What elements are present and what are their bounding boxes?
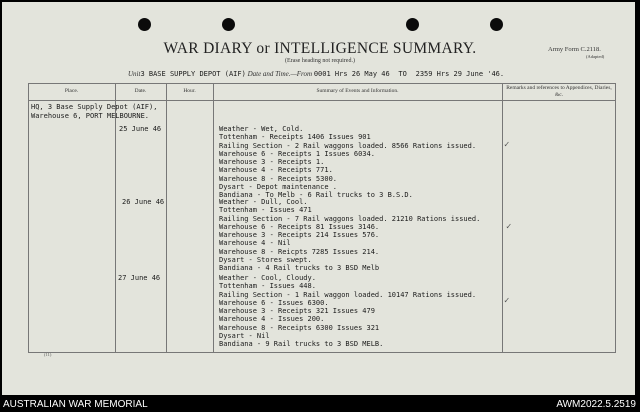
summary-line: Warehouse 4 - Nil bbox=[219, 239, 291, 248]
col-rule bbox=[166, 83, 167, 353]
summary-line: Warehouse 8 - Reicpts 7285 Issues 214. bbox=[219, 247, 380, 256]
punch-hole bbox=[138, 18, 151, 31]
col-header-date: Date. bbox=[134, 88, 147, 94]
entry-date: 25 June 46 bbox=[119, 125, 162, 133]
table-bottom-rule bbox=[28, 352, 616, 353]
to-value: 2359 Hrs 29 June '46. bbox=[415, 70, 505, 78]
summary-line: Dysart - Nil bbox=[219, 332, 270, 341]
army-form-label: Army Form C.2118. bbox=[548, 46, 601, 53]
entry-lines bbox=[219, 198, 480, 273]
summary-line: Warehouse 3 - Receipts 321 Issues 479 bbox=[219, 307, 375, 316]
summary-line: Tottenham - Receipts 1406 Issues 901 bbox=[219, 133, 371, 142]
army-form-number bbox=[548, 46, 604, 60]
summary-line: Dysart - Stores swept. bbox=[219, 256, 312, 265]
check-mark: ✓ bbox=[506, 222, 512, 232]
header-rule bbox=[28, 100, 616, 101]
summary-line: Warehouse 4 - Receipts 771. bbox=[219, 166, 333, 175]
punch-hole bbox=[406, 18, 419, 31]
unit-line bbox=[128, 70, 504, 78]
place-line-1: HQ, 3 Base Supply Depot (AIF), bbox=[31, 103, 158, 111]
summary-line: Warehouse 3 - Receipts 214 Issues 576. bbox=[219, 231, 380, 240]
col-header-summary: Summary of Events and Information. bbox=[316, 88, 399, 94]
summary-line: Railing Section - 7 Rail waggons loaded. 21210 Rations issued. bbox=[219, 214, 481, 223]
col-rule bbox=[615, 83, 616, 353]
summary-line: Tottenham - Issues 471 bbox=[219, 206, 312, 215]
summary-line: Tottenham - Issues 448. bbox=[219, 282, 316, 291]
summary-line: Warehouse 6 - Receipts 1 Issues 6034. bbox=[219, 149, 375, 158]
from-value: 0001 Hrs 26 May 46 bbox=[313, 70, 390, 78]
punch-hole bbox=[222, 18, 235, 31]
summary-line: Weather - Wet, Cold. bbox=[219, 125, 304, 133]
table-top-rule bbox=[28, 83, 616, 84]
col-header-remarks: Remarks and references to Appendices, Diaries, &c. bbox=[506, 85, 612, 98]
check-mark: ✓ bbox=[504, 140, 510, 150]
form-title: WAR DIARY or INTELLIGENCE SUMMARY. bbox=[163, 40, 477, 57]
unit-value: 3 BASE SUPPLY DEPOT (AIF) bbox=[140, 70, 246, 78]
summary-line: Bandiana - To Melb - 6 Rail trucks to 3 B.S.D. bbox=[219, 191, 413, 200]
summary-line: Railing Section - 2 Rail waggons loaded. 8566 Rations issued. bbox=[219, 141, 477, 150]
summary-line: Warehouse 8 - Receipts 5300. bbox=[219, 174, 338, 183]
col-rule bbox=[213, 83, 214, 353]
army-form-adapted: (Adapted) bbox=[586, 54, 605, 59]
place-line-2: Warehouse 6, PORT MELBOURNE. bbox=[31, 112, 150, 120]
col-header-place: Place. bbox=[64, 88, 79, 94]
datetime-label: Date and Time.—From bbox=[247, 70, 313, 78]
summary-line: Weather - Dull, Cool. bbox=[219, 198, 308, 206]
col-header-hour: Hour. bbox=[183, 88, 196, 94]
summary-line: Weather - Cool, Cloudy. bbox=[219, 274, 316, 282]
punch-hole bbox=[490, 18, 503, 31]
summary-line: Warehouse 6 - Issues 6300. bbox=[219, 298, 329, 307]
summary-line: Bandiana - 9 Rail trucks to 3 BSD MELB. bbox=[219, 340, 384, 349]
unit-label: Unit bbox=[128, 70, 141, 78]
form-subtitle: (Erase heading not required.) bbox=[285, 58, 355, 64]
entry-lines bbox=[219, 125, 476, 200]
page-footer-mark: (11) bbox=[44, 352, 52, 357]
summary-line: Dysart - Depot maintenance . bbox=[219, 183, 338, 192]
summary-line: Warehouse 4 - Issues 200. bbox=[219, 315, 325, 324]
credit-accession: AWM2022.5.2519 bbox=[556, 399, 636, 410]
entry-date: 27 June 46 bbox=[118, 274, 161, 282]
entry-date: 26 June 46 bbox=[122, 198, 165, 206]
col-rule bbox=[28, 83, 29, 353]
check-mark: ✓ bbox=[504, 296, 510, 306]
to-label: TO bbox=[398, 70, 407, 78]
summary-line: Warehouse 3 - Receipts 1. bbox=[219, 158, 325, 167]
col-rule bbox=[502, 83, 503, 353]
credit-institution: AUSTRALIAN WAR MEMORIAL bbox=[3, 399, 148, 410]
summary-line: Warehouse 6 - Receipts 81 Issues 3146. bbox=[219, 222, 380, 231]
summary-line: Railing Section - 1 Rail waggon loaded. 10147 Rations issued. bbox=[219, 290, 477, 299]
summary-line: Warehouse 8 - Receipts 6300 Issues 321 bbox=[219, 323, 380, 332]
summary-line: Bandiana - 4 Rail trucks to 3 BSD Melb bbox=[219, 264, 380, 273]
col-rule bbox=[115, 83, 116, 353]
entry-lines bbox=[219, 274, 476, 349]
